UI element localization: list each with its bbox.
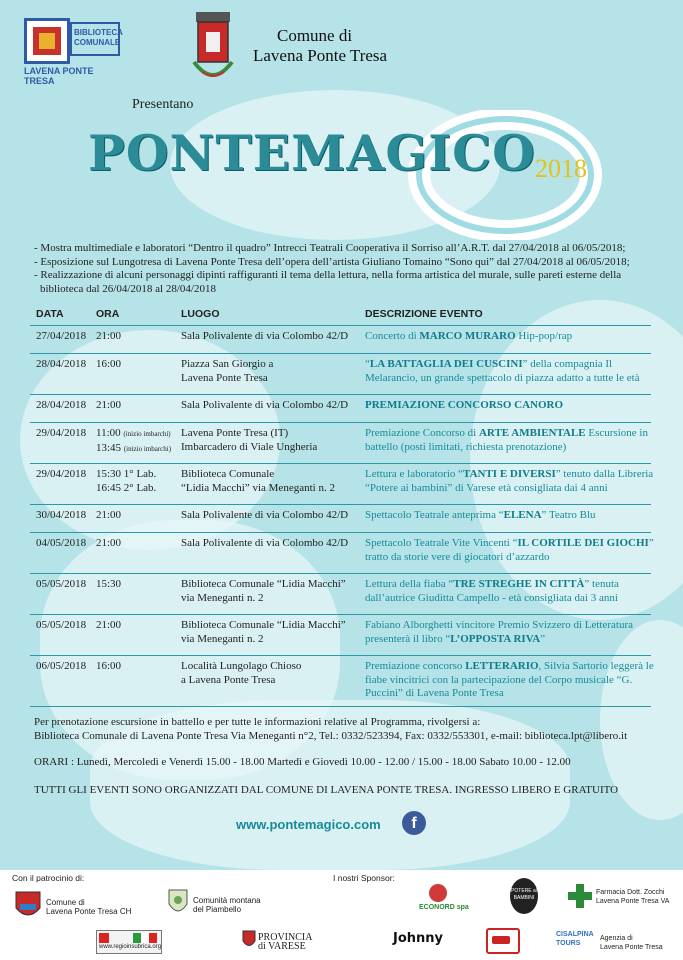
- event-row: [30, 354, 651, 395]
- event-time: 16:00: [96, 358, 122, 370]
- website-link[interactable]: www.pontemagico.com: [236, 817, 381, 832]
- event-description: Fabiano Alborghetti vincitore Premio Svizzero di Letteratura presenterà il libro “L’OPPOSTA RIVA”: [365, 619, 634, 645]
- event-location: Sala Polivalente di via Colombo 42/D: [181, 330, 349, 342]
- event-row: [30, 395, 651, 423]
- provincia-text: PROVINCIA di VARESE: [258, 932, 312, 952]
- johnny-logo: Johnny: [393, 926, 435, 952]
- comune-heading: [253, 26, 387, 66]
- opening-hours: ORARI : Lunedì, Mercoledì e Venerdì 15.00 - 18.00 Martedì e Giovedì 10.00 - 12.00 / 15.00 - 18.00 Sabato 10.00 - 12.00: [34, 756, 571, 768]
- event-description: Lettura e laboratorio “TANTI E DIVERSI” tenuto dalla Libreria “Potere ai bambini” di Varese età consigliata dai 4 anni: [365, 468, 654, 494]
- sponsor-label: I nostri Sponsor:: [333, 873, 395, 883]
- event-time: 21:00: [96, 399, 122, 411]
- potere-ai-bambini-logo: POTERE ai BAMBINI: [510, 878, 538, 914]
- event-description: PREMIAZIONE CONCORSO CANORO: [365, 399, 564, 411]
- regio-url: www.regioinsubrica.org: [99, 944, 162, 950]
- econord-logo: ECONORD spa: [419, 884, 461, 918]
- provincia-crest-icon: [242, 930, 256, 950]
- event-title: PONTEMAGICO: [88, 124, 536, 182]
- comune-line-2: Lavena Ponte Tresa: [253, 46, 388, 65]
- event-row: [30, 615, 651, 656]
- event-date: 29/04/2018: [36, 427, 87, 439]
- event-row: [30, 656, 654, 707]
- intro-item: - Esposizione sul Lungotresa di Lavena Ponte Tresa dell’opera dell’artista Giuliano Tomaino “Sono qui” dal 27/04/2018 al 06/05/2018;: [34, 255, 630, 268]
- event-description: Premiazione concorso LETTERARIO, Silvia Sartorio leggerà le fiabe vincitrici con la partecipazione del Corpo musicale “G. Puccini” di Lavena Ponte Tresa: [365, 660, 654, 699]
- agenzia-text: Agenzia di Lavena Ponte Tresa: [600, 935, 663, 951]
- cisalpina-tours-logo: CISALPINA TOURS: [556, 931, 594, 947]
- swiss-flag-icon: [99, 933, 109, 943]
- info-contact-line-2: Biblioteca Comunale di Lavena Ponte Tresa Via Meneganti n°2, Tel.: 0332/523394, Fax: 0332/553301, e-mail: biblioteca.lpt@libero.it: [34, 730, 628, 742]
- event-time: 16:00: [96, 660, 122, 672]
- patrocinio-label: Con il patrocinio di:: [12, 873, 85, 883]
- event-row: [30, 464, 654, 505]
- footer: [0, 870, 683, 960]
- sponsor-red-logo: [486, 928, 520, 954]
- event-time: 21:00: [96, 619, 122, 631]
- regio-insubrica-logo: [96, 930, 162, 954]
- intro-item: - Mostra multimediale e laboratori “Dentro il quadro” Intrecci Teatrali Cooperativa il Sorriso all’A.R.T. dal 27/04/2018 al 06/05/2018;: [34, 242, 626, 254]
- event-location: Sala Polivalente di via Colombo 42/D: [181, 399, 349, 411]
- event-description: Spettacolo Teatrale Vite Vincenti “IL CORTILE DEI GIOCHI” tratto da storie vere di giocatori d’azzardo: [365, 537, 654, 563]
- event-row: [30, 326, 651, 354]
- presentano-text: Presentano: [132, 97, 194, 112]
- event-time: 21:00: [96, 537, 122, 549]
- italian-flag-icon: [133, 933, 157, 943]
- municipal-crest-icon: [188, 10, 238, 90]
- event-description: Lettura della fiaba “TRE STREGHE IN CITTÀ” tenuta dall’autrice Giuditta Campello - età consigliata dai 3 anni: [365, 578, 619, 604]
- event-location: Località Lungolago Chioso a Lavena Ponte Tresa: [181, 660, 302, 686]
- event-row: [30, 505, 651, 533]
- header-descrizione: DESCRIZIONE EVENTO: [365, 308, 483, 320]
- event-location: Biblioteca Comunale “Lidia Macchi” via Meneganti n. 2: [181, 619, 346, 645]
- event-row: [30, 533, 654, 574]
- event-description: Spettacolo Teatrale anteprima “ELENA” Teatro Blu: [365, 509, 596, 521]
- event-date: 29/04/2018: [36, 468, 87, 480]
- event-row: [30, 423, 651, 464]
- library-logo-text: BIBLIOTECA COMUNALE: [70, 22, 120, 56]
- event-date: 06/05/2018: [36, 660, 87, 672]
- events-table-header: [30, 308, 651, 326]
- header-ora: ORA: [96, 308, 120, 320]
- event-description: Concerto di MARCO MURARO Hip-pop/rap: [365, 330, 573, 342]
- event-location: Biblioteca Comunale “Lidia Macchi” via Meneganti n. 2: [181, 578, 346, 604]
- intro-item: - Realizzazione di alcuni personaggi dipinti raffiguranti il tema della lettura, nella forma artistica del murale, sulle pareti esterne della: [34, 269, 622, 281]
- event-time: 21:00: [96, 330, 122, 342]
- event-location: Piazza San Giorgio a Lavena Ponte Tresa: [181, 358, 274, 384]
- comunita-montana-crest-icon: [167, 888, 189, 918]
- event-location: Biblioteca Comunale “Lidia Macchi” via Meneganti n. 2: [181, 468, 335, 494]
- event-date: 05/05/2018: [36, 578, 87, 590]
- econord-icon: [429, 884, 447, 902]
- event-row: [30, 574, 651, 615]
- info-contact-line-1: Per prenotazione escursione in battello e per tutte le informazioni relative al Programma, rivolgersi a:: [34, 716, 481, 728]
- library-logo: [24, 18, 123, 86]
- event-date: 30/04/2018: [36, 509, 87, 521]
- event-time: 11:00 (inizio imbarchi) 13:45 (inizio imbarchi): [96, 427, 172, 454]
- library-logo-name: LAVENA PONTE TRESA: [24, 66, 94, 86]
- comune-ch-crest-icon: [14, 890, 42, 922]
- intro-list: [34, 242, 654, 296]
- event-date: 28/04/2018: [36, 399, 87, 411]
- comune-line-1: Comune di: [277, 26, 353, 45]
- event-time: 15:30: [96, 578, 122, 590]
- event-date: 28/04/2018: [36, 358, 87, 370]
- event-time: 21:00: [96, 509, 122, 521]
- event-description: “LA BATTAGLIA DEI CUSCINI” della compagnia Il Melarancio, un grande spettacolo di piazza adatto a tutte le età: [365, 358, 640, 384]
- pharmacy-cross-icon: [568, 884, 592, 908]
- comune-ch-text: Comune di Lavena Ponte Tresa CH: [46, 898, 132, 916]
- header-data: DATA: [36, 308, 64, 320]
- event-date: 05/05/2018: [36, 619, 87, 631]
- organizer-note: TUTTI GLI EVENTI SONO ORGANIZZATI DAL COMUNE DI LAVENA PONTE TRESA. INGRESSO LIBERO E GRATUITO: [34, 784, 619, 796]
- event-time: 15:30 1° Lab. 16:45 2° Lab.: [96, 468, 157, 494]
- header-luogo: LUOGO: [181, 308, 220, 320]
- event-description: Premiazione Concorso di ARTE AMBIENTALE Escursione in battello (posti limitati, richiesta prenotazione): [365, 427, 648, 453]
- event-date: 27/04/2018: [36, 330, 87, 342]
- event-year: 2018: [535, 154, 587, 183]
- events-table: [30, 308, 654, 707]
- comunita-montana-text: Comunità montana del Piambello: [193, 896, 261, 914]
- event-location: Sala Polivalente di via Colombo 42/D: [181, 537, 349, 549]
- farmacia-text: Farmacia Dott. Zocchi Lavena Ponte Tresa VA: [596, 889, 670, 905]
- facebook-icon[interactable]: f: [402, 811, 426, 835]
- intro-item: biblioteca dal 26/04/2018 al 28/04/2018: [40, 282, 216, 295]
- event-location: Sala Polivalente di via Colombo 42/D: [181, 509, 349, 521]
- event-date: 04/05/2018: [36, 537, 87, 549]
- event-location: Lavena Ponte Tresa (IT) Imbarcadero di Viale Ungheria: [181, 427, 318, 453]
